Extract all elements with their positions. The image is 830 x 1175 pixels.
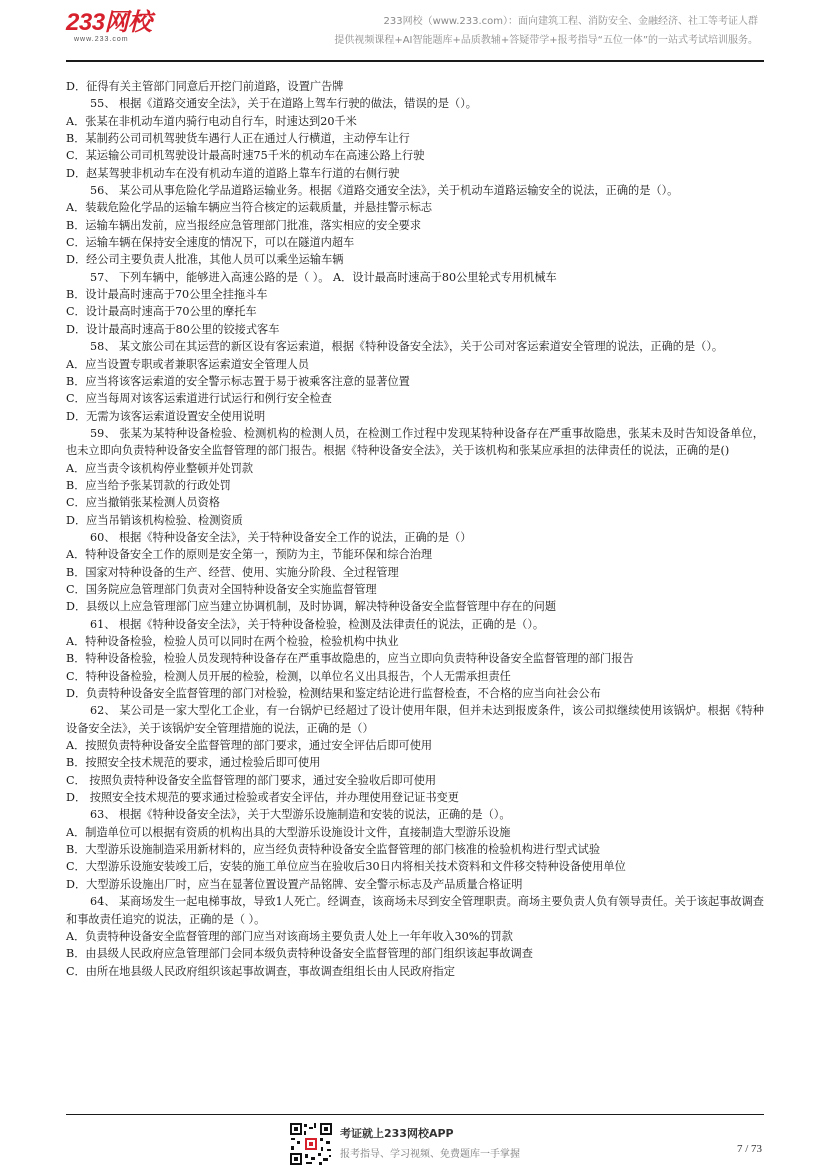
text-line: D．县级以上应急管理部门应当建立协调机制，及时协调，解决特种设备安全监督管理中存在的问题 (66, 600, 557, 614)
text-line: C．国务院应急管理部门负责对全国特种设备安全实施监督管理 (66, 582, 377, 596)
text-line: B．应当将该客运索道的安全警示标志置于易于被乘客注意的显著位置 (66, 374, 410, 388)
text-line: A．特种设备安全工作的原则是安全第一，预防为主，节能环保和综合治理 (66, 548, 433, 562)
text-line: B．按照安全技术规范的要求，通过检验后即可使用 (66, 756, 321, 770)
text-line: 60、 根据《特种设备安全法》，关于特种设备安全工作的说法，正确的是（） (90, 530, 472, 544)
text-line: D．征得有关主管部门同意后开挖门前道路，设置广告牌 (66, 80, 344, 93)
text-line: 55、 根据《道路交通安全法》，关于在道路上驾车行驶的做法，错误的是（）。 (90, 97, 477, 111)
text-line: B．特种设备检验，检验人员发现特种设备存在严重事故隐患的，应当立即向负责特种设备安全监督管理的部门报告 (66, 652, 634, 666)
text-line: 57、 下列车辆中，能够进入高速公路的是（ ）。 A．设计最高时速高于80公里轮式专用机械车 (90, 270, 557, 284)
header-line-1: 233网校（www.233.com）：面向建筑工程、消防安全、金融经济、社工等考证人群 (383, 16, 758, 27)
text-line: B．运输车辆出发前，应当报经应急管理部门批准，落实相应的安全要求 (66, 218, 422, 232)
text-line: C．设计最高时速高于70公里的摩托车 (66, 305, 257, 319)
text-line: C．由所在地县级人民政府组织该起事故调查，事故调查组组长由人民政府指定 (66, 964, 455, 978)
footer-divider (66, 1114, 764, 1115)
text-line: A．应当责令该机构停业整顿并处罚款 (66, 461, 254, 475)
text-line: C． 按照负责特种设备安全监督管理的部门要求，通过安全验收后即可使用 (66, 773, 437, 787)
header-description (334, 12, 758, 50)
text-line: A．制造单位可以根据有资质的机构出具的大型游乐设施设计文件，直接制造大型游乐设施 (66, 825, 511, 839)
text-line: C．应当每周对该客运索道进行试运行和例行安全检查 (66, 392, 332, 406)
text-line: C．特种设备检验，检测人员开展的检验，检测，以单位名义出具报告，个人无需承担责任 (66, 669, 511, 683)
text-line: B．国家对特种设备的生产、经营、使用、实施分阶段、全过程管理 (66, 565, 399, 579)
text-line: A．特种设备检验，检验人员可以同时在两个检验，检验机构中执业 (66, 635, 399, 648)
text-line: C．运输车辆在保持安全速度的情况下，可以在隧道内超车 (66, 236, 355, 250)
logo-text: 233网校 (66, 9, 152, 36)
text-line: D． 按照安全技术规范的要求通过检验或者安全评估，并办理使用登记证书变更 (66, 791, 459, 805)
text-line: B．设计最高时速高于70公里全挂拖斗车 (66, 288, 268, 302)
text-line: B．应当给予张某罚款的行政处罚 (66, 478, 231, 492)
text-line: A．负责特种设备安全监督管理的部门应当对该商场主要负责人处上一年年收入30%的罚款 (66, 929, 513, 943)
page-header (0, 0, 830, 62)
text-line: B．某制药公司司机驾驶货车遇行人正在通过人行横道，主动停车让行 (66, 132, 410, 146)
page-number: 7 / 73 (736, 1143, 762, 1155)
document-body (66, 78, 764, 980)
text-line: A．装载危险化学品的运输车辆应当符合核定的运载质量，并悬挂警示标志 (66, 201, 433, 215)
text-line: D．大型游乐设施出厂时，应当在显著位置设置产品铭牌、安全警示标志及产品质量合格证明 (66, 877, 523, 891)
logo[interactable] (66, 10, 166, 44)
header-divider (66, 60, 764, 62)
text-line: A．按照负责特种设备安全监督管理的部门要求，通过安全评估后即可使用 (66, 739, 433, 753)
text-line: 63、 根据《特种设备安全法》，关于大型游乐设施制造和安装的说法，正确的是（）。 (90, 808, 511, 822)
footer-app-title: 考证就上233网校APP (340, 1127, 454, 1140)
text-line: D．无需为该客运索道设置安全使用说明 (66, 409, 266, 423)
logo-url: www.233.com (74, 36, 129, 43)
text-line: 62、 某公司是一家大型化工企业，有一台锅炉已经超过了设计使用年限，但并未达到报废条件，该公司拟继续使用该锅炉。根据《特种设备安全法》，关于该锅炉安全管理措施的说法，正确的是（） (66, 704, 764, 735)
text-line: C．应当撤销张某检测人员资格 (66, 496, 220, 510)
text-line: D．负责特种设备安全监督管理的部门对检验，检测结果和鉴定结论进行监督检查，不合格的应当向社会公布 (66, 687, 601, 701)
text-line: 59、 张某为某特种设备检验、检测机构的检测人员，在检测工作过程中发现某特种设备存在严重事故隐患，张某未及时告知设备单位，也未立即向负责特种设备安全监督管理的部门报告。根据《特种设备安全法》，关于该机构和张某应承担的法律责任的说法，正确的是() (66, 426, 764, 458)
footer-app-subtitle: 报考指导、学习视频、免费题库一手掌握 (340, 1149, 520, 1160)
text-line: 56、 某公司从事危险化学品道路运输业务。根据《道路交通安全法》，关于机动车道路运输安全的说法，正确的是（）。 (90, 184, 679, 198)
text-line: B．大型游乐设施制造采用新材料的，应当经负责特种设备安全监督管理的部门核准的检验机构进行型式试验 (66, 843, 601, 857)
text-line: D．应当吊销该机构检验、检测资质 (66, 513, 243, 527)
text-line: C．大型游乐设施安装竣工后，安装的施工单位应当在验收后30日内将相关技术资料和文件移交特种设备使用单位 (66, 860, 626, 874)
header-line-2: 提供视频课程+AI智能题库+品质教辅+答疑带学+报考指导“五位一体”的一站式考试培训服务。 (334, 35, 758, 46)
text-line: C．某运输公司司机驾驶设计最高时速75千米的机动车在高速公路上行驶 (66, 149, 425, 163)
text-line: D．设计最高时速高于80公里的铰接式客车 (66, 322, 280, 336)
text-line: A．应当设置专职或者兼职客运索道安全管理人员 (66, 357, 310, 371)
text-line: B．由县级人民政府应急管理部门会同本级负责特种设备安全监督管理的部门组织该起事故调查 (66, 947, 533, 961)
text-line: D．赵某驾驶非机动车在没有机动车道的道路上靠车行道的右侧行驶 (66, 166, 400, 180)
text-line: D．经公司主要负责人批准，其他人员可以乘坐运输车辆 (66, 253, 344, 267)
text-line: 64、 某商场发生一起电梯事故，导致1人死亡。经调查，该商场未尽到安全管理职责。商场主要负责人负有领导责任。关于该起事故调查和事故责任追究的说法，正确的是（ ）。 (66, 895, 764, 926)
qr-code-icon[interactable] (289, 1122, 333, 1166)
text-line: 61、 根据《特种设备安全法》，关于特种设备检验，检测及法律责任的说法，正确的是（）。 (90, 617, 545, 631)
text-line: A．张某在非机动车道内骑行电动自行车，时速达到20千米 (66, 114, 357, 128)
text-line: 58、 某文旅公司在其运营的新区设有客运索道，根据《特种设备安全法》，关于公司对客运索道安全管理的说法，正确的是（）。 (90, 340, 724, 354)
